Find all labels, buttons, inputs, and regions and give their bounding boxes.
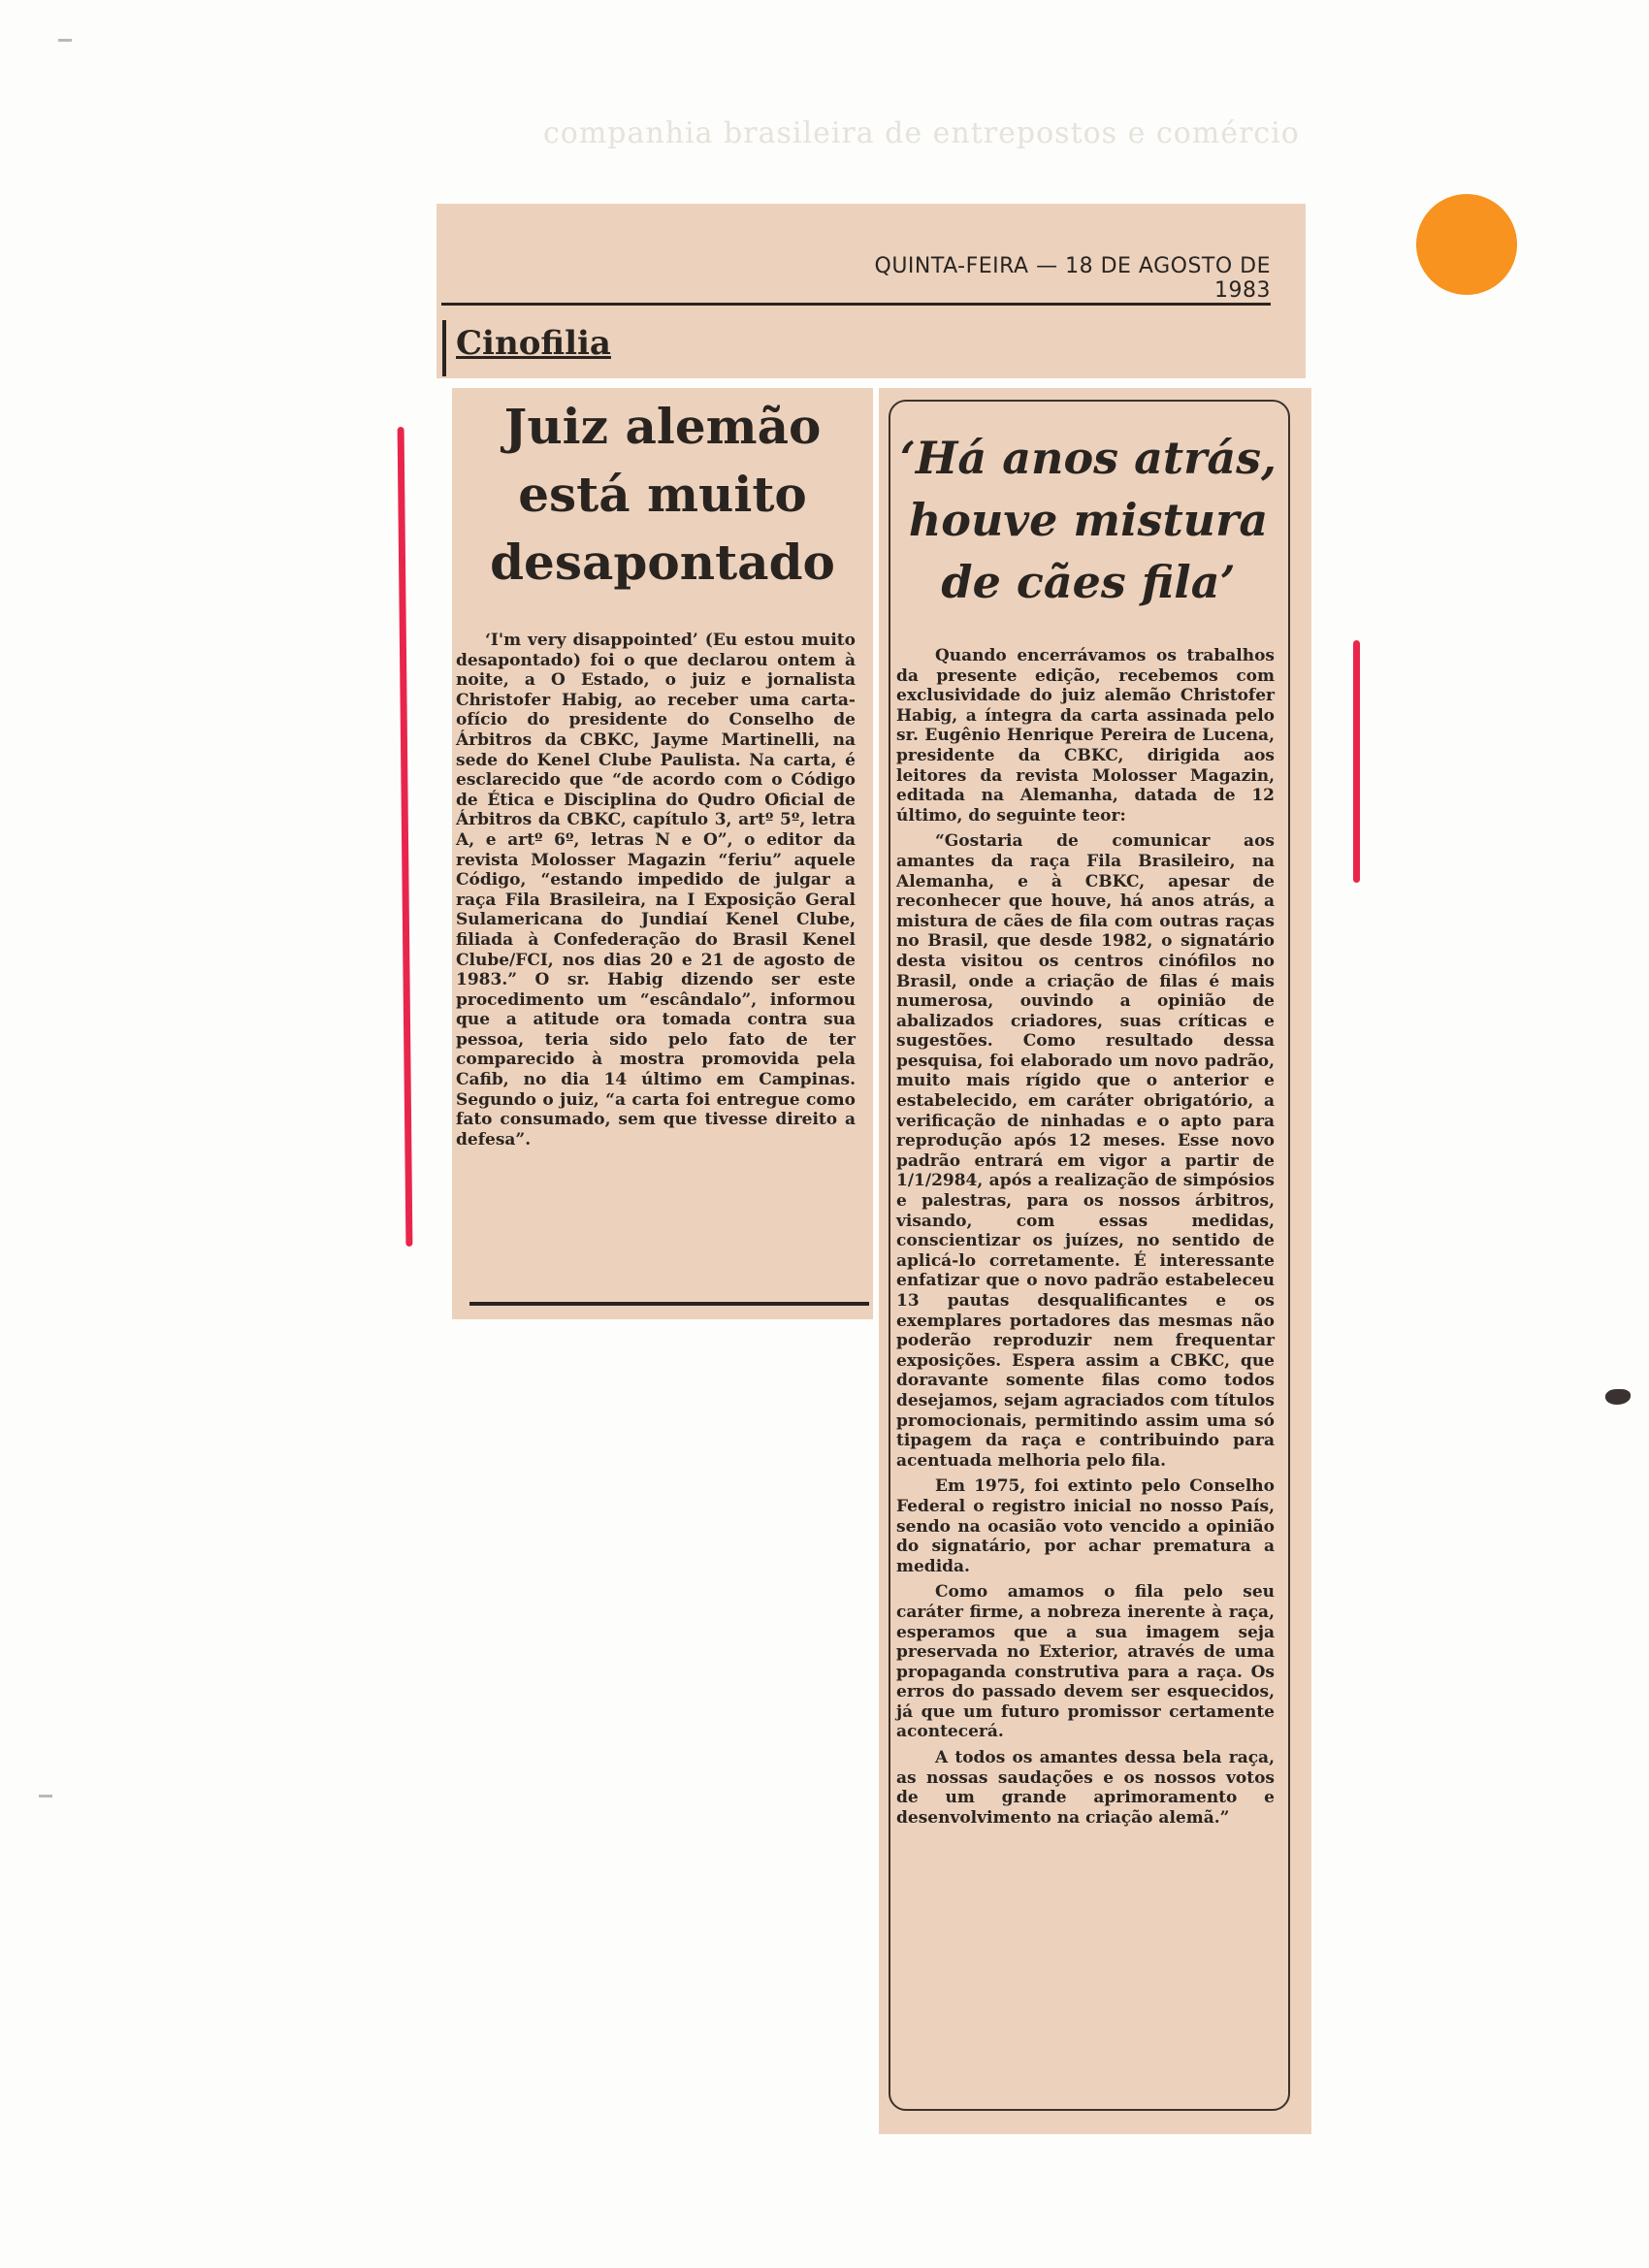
left-article-body: ‘I'm very disappointed’ (Eu estou muito desapontado) foi o que declarou ontem à noite, a O Estado, o juiz e jornalista Christofer Habig, ao receber uma carta-ofício do presidente do Conselho de Árbitros da CBKC, Jayme Martinelli, na sede do Kenel Clube Paulista. Na carta, é esclarecido que “de acordo com o Código de Ética e Disciplina do Qudro Oficial de Árbitros da CBKC, capítulo 3, artº 5º, letra A, e artº 6º, letras N e O”, o editor da revista Molosser Magazin “feriu” aquele Código, “estando impedido de julgar a raça Fila Brasileira, na I Exposição Geral Sulamericana do Jundiaí Kenel Clube, filiada à Confederação do Brasil Kenel Clube/FCI, nos dias 20 e 21 de agosto de 1983.” O sr. Habig dizendo ser este procedimento um “escândalo”, informou que a atitude ora tomada contra sua pessoa, teria sido pelo fato de ter comparecido à mostra promovida pela Cafib, no dia 14 último em Campinas. Segundo o juiz, “a carta foi entregue como fato consumado, sem que tivesse direito a defesa”. xyxy=(456,631,856,1150)
right-article-paragraph: Quando encerrávamos os trabalhos da presente edição, recebemos com exclusividade do juiz alemão Christofer Habig, a íntegra da carta assinada pelo sr. Eugênio Henrique Pereira de Lucena, presidente da CBKC, dirigida aos leitores da revista Molosser Magazin, editada na Alemanha, datada de 12 último, do seguinte teor: xyxy=(896,646,1275,826)
orange-sticker-dot xyxy=(1416,194,1517,295)
red-highlighter-mark-left xyxy=(398,427,413,1247)
faded-letterhead: companhia brasileira de entrepostos e comércio xyxy=(543,116,1300,150)
left-article-headline: Juiz alemão está muito desapontado xyxy=(490,398,835,591)
right-article-headline: ‘Há anos atrás, houve mistura de cães fila’ xyxy=(899,432,1277,608)
left-article-end-rule xyxy=(469,1302,869,1306)
right-article-paragraph: A todos os amantes dessa bela raça, as nossas saudações e os nossos votos de um grande aprimoramento e desenvolvimento na criação alemã.” xyxy=(896,1748,1275,1828)
ink-speck xyxy=(1605,1389,1631,1405)
red-highlighter-mark-right xyxy=(1353,640,1360,883)
right-article-paragraph: Em 1975, foi extinto pelo Conselho Federal o registro inicial no nosso País, sendo na ocasião voto vencido a opinião do signatário, por achar prematura a medida. xyxy=(896,1476,1275,1576)
scan-mark xyxy=(58,39,72,42)
right-article-paragraph: “Gostaria de comunicar aos amantes da raça Fila Brasileiro, na Alemanha, e à CBKC, apesar de reconhecer que houve, há anos atrás, a mistura de cães de fila com outras raças no Brasil, que desde 1982, o signatário desta visitou os centros cinófilos no Brasil, onde a criação de filas é mais numerosa, ouvindo a opinião de abalizados criadores, suas críticas e sugestões. Como resultado dessa pesquisa, foi elaborado um novo padrão, muito mais rígido que o anterior e estabelecido, em caráter obrigatório, a verificação de ninhadas e o apto para reprodução após 12 meses. Esse novo padrão entrará em vigor a partir de 1/1/2984, após a realização de simpósios e palestras, para os nossos árbitros, visando, com essas medidas, conscientizar os juízes, no sentido de aplicá-lo corretamente. É interessante enfatizar que o novo padrão estabeleceu 13 pautas desqualificantes e os exemplares portadores das mesmas não poderão reproduzir nem frequentar exposições. Espera assim a CBKC, que doravante somente filas como todos desejamos, sejam agraciados com títulos promocionais, permitindo assim uma só tipagem da raça e contribuindo para acentuada melhoria pelo fila. xyxy=(896,831,1275,1471)
header-rule xyxy=(441,303,1271,306)
scan-mark xyxy=(39,1795,52,1798)
right-article-paragraph: Como amamos o fila pelo seu caráter firme, a nobreza inerente à raça, esperamos que a sua imagem seja preservada no Exterior, através de uma propaganda construtiva para a raça. Os erros do passado devem ser esquecidos, já que um futuro promissor certamente acontecerá. xyxy=(896,1582,1275,1742)
newspaper-date-line: QUINTA-FEIRA — 18 DE AGOSTO DE 1983 xyxy=(874,254,1271,303)
section-label: Cinofilia xyxy=(442,320,611,376)
right-article-body xyxy=(896,646,1275,1833)
